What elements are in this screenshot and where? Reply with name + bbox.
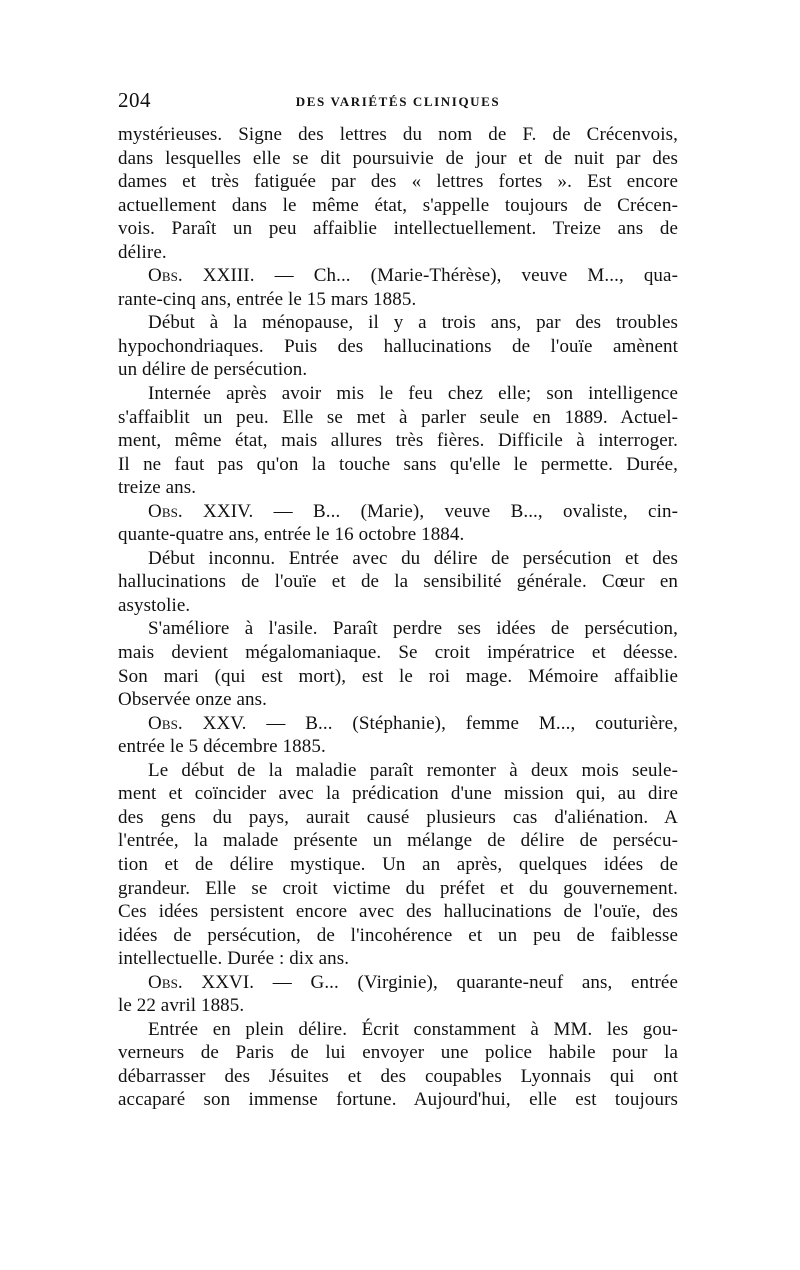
text-line: dames et très fatiguée par des « lettres fortes ». Est encore xyxy=(118,171,678,193)
text-line: Ces idées persistent encore avec des hallucinations de l'ouïe, des xyxy=(118,901,678,923)
text-line: un délire de persécution. xyxy=(118,359,308,381)
page-number: 204 xyxy=(118,88,151,112)
text-line: Obs. XXIII. — Ch... (Marie-Thérèse), veuve M..., qua- xyxy=(148,265,678,287)
text-line: mais devient mégalomaniaque. Se croit impératrice et déesse. xyxy=(118,642,678,664)
text-line: verneurs de Paris de lui envoyer une police habile pour la xyxy=(118,1042,678,1064)
text-line: asystolie. xyxy=(118,594,191,616)
text-line: hallucinations de l'ouïe et de la sensibilité générale. Cœur en xyxy=(118,571,678,593)
text-line: Internée après avoir mis le feu chez elle; son intelligence xyxy=(148,383,678,405)
text-line: treize ans. xyxy=(118,477,197,499)
text-line: intellectuelle. Durée : dix ans. xyxy=(118,948,350,970)
text-line: Entrée en plein délire. Écrit constamment à MM. les gou- xyxy=(148,1018,678,1040)
text-line: Observée onze ans. xyxy=(118,689,267,711)
text-line: mystérieuses. Signe des lettres du nom de F. de Crécenvois, xyxy=(118,124,678,145)
text-line: Obs. XXVI. — G... (Virginie), quarante-neuf ans, entrée xyxy=(148,971,678,993)
text-line: grandeur. Elle se croit victime du préfet et du gouvernement. xyxy=(118,877,678,899)
text-line: Le début de la maladie paraît remonter à deux mois seule- xyxy=(148,759,678,781)
text-line: Il ne faut pas qu'on la touche sans qu'elle le permette. Durée, xyxy=(118,453,678,475)
text-line: actuellement dans le même état, s'appelle toujours de Crécen- xyxy=(118,194,678,216)
text-line: débarrasser des Jésuites et des coupables Lyonnais qui ont xyxy=(118,1065,678,1087)
text-line: des gens du pays, aurait causé plusieurs cas d'aliénation. A xyxy=(118,806,678,828)
running-head: DES VARIÉTÉS CLINIQUES xyxy=(295,94,501,109)
text-line: S'améliore à l'asile. Paraît perdre ses idées de persécution, xyxy=(148,618,678,640)
text-line: idées de persécution, de l'incohérence et un peu de faiblesse xyxy=(118,924,678,946)
text-line: ment, même état, mais allures très fières. Difficile à interroger. xyxy=(118,430,678,452)
text-line: le 22 avril 1885. xyxy=(118,995,245,1017)
text-line: quante-quatre ans, entrée le 16 octobre 1884. xyxy=(118,524,465,546)
text-line: Obs. XXIV. — B... (Marie), veuve B..., ovaliste, cin- xyxy=(148,500,678,522)
text-line: vois. Paraît un peu affaiblie intellectuellement. Treize ans de xyxy=(118,218,678,240)
text-line: s'affaiblit un peu. Elle se met à parler seule en 1889. Actuel- xyxy=(118,406,678,428)
text-line: Obs. XXV. — B... (Stéphanie), femme M..., couturière, xyxy=(148,712,678,734)
text-line: délire. xyxy=(118,241,167,263)
text-line: l'entrée, la malade présente un mélange de délire de persécu- xyxy=(118,830,678,852)
text-line: ment et coïncider avec la prédication d'une mission qui, au dire xyxy=(118,783,678,805)
text-line: Début inconnu. Entrée avec du délire de persécution et des xyxy=(148,547,678,569)
text-line: tion et de délire mystique. Un an après, quelques idées de xyxy=(118,853,678,875)
text-line: accaparé son immense fortune. Aujourd'hui, elle est toujours xyxy=(118,1089,678,1111)
text-line: Début à la ménopause, il y a trois ans, par des troubles xyxy=(148,312,678,334)
text-line: entrée le 5 décembre 1885. xyxy=(118,736,326,758)
page-header xyxy=(118,88,678,118)
text-line: rante-cinq ans, entrée le 15 mars 1885. xyxy=(118,288,417,310)
text-line: Son mari (qui est mort), est le roi mage. Mémoire affaiblie xyxy=(118,665,678,687)
text-line: hypochondriaques. Puis des hallucinations de l'ouïe amènent xyxy=(118,335,678,357)
body-text xyxy=(118,123,678,1112)
text-line: dans lesquelles elle se dit poursuivie de jour et de nuit par des xyxy=(118,147,678,169)
